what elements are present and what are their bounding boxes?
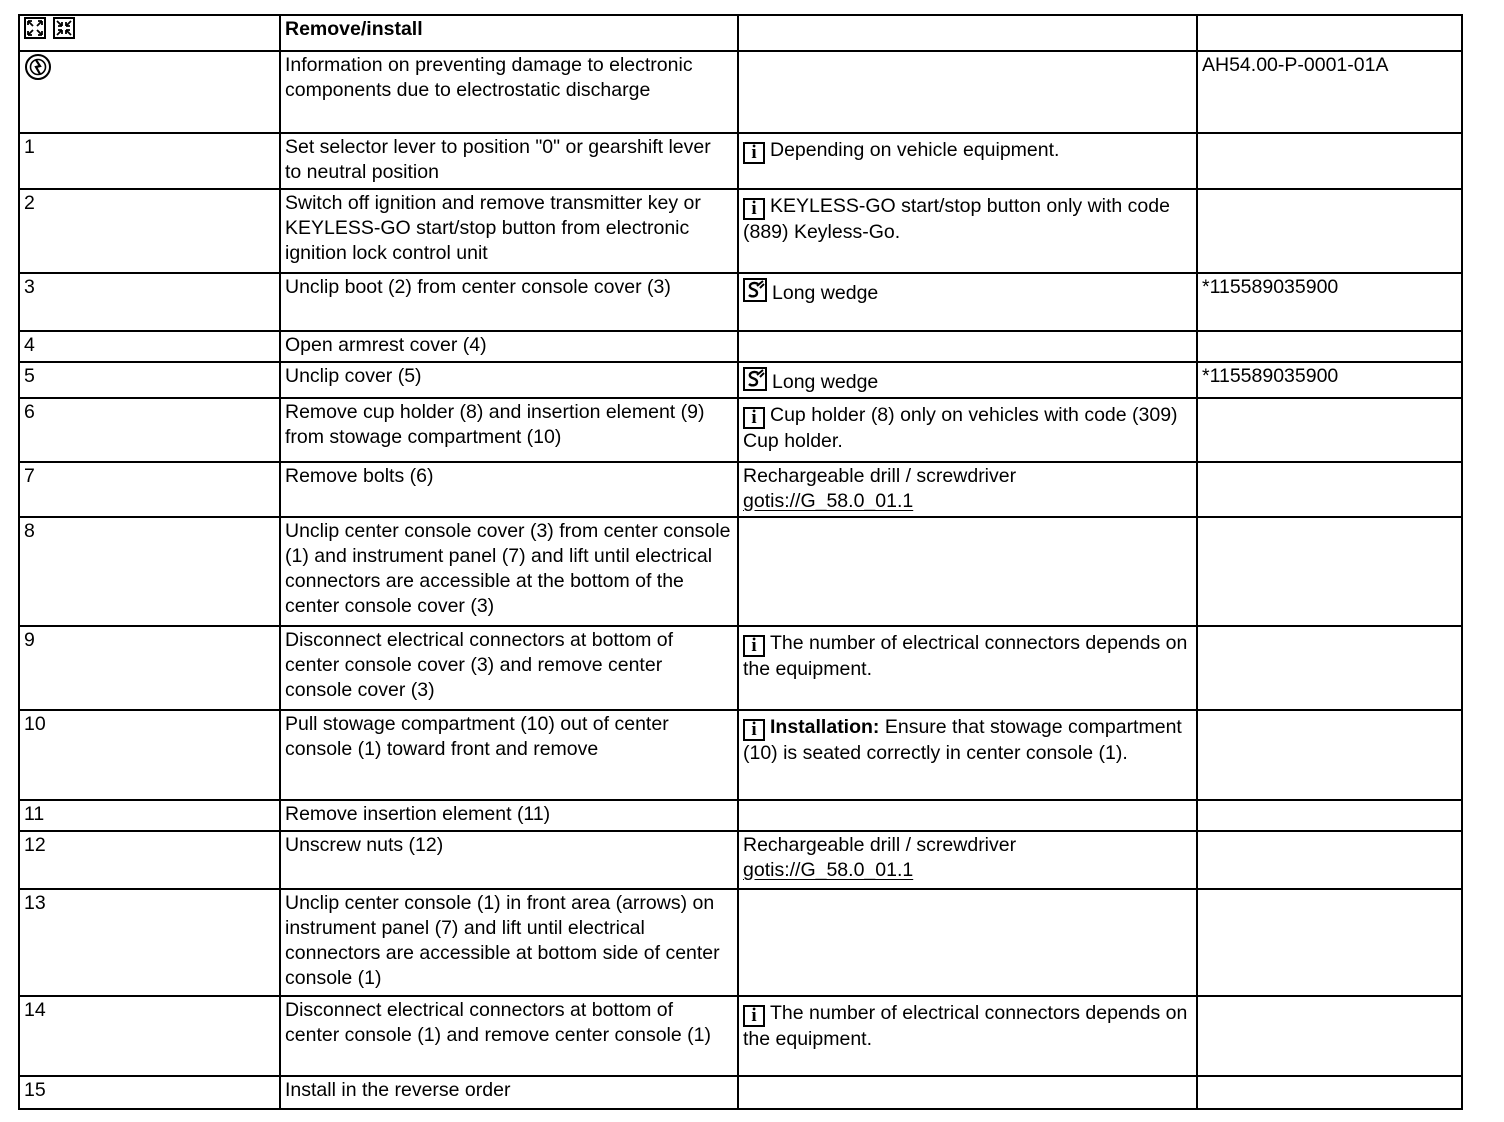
- step-reference: [1197, 1076, 1462, 1109]
- step-number: 5: [19, 362, 280, 398]
- info-icon: i: [743, 407, 765, 429]
- step-reference: [1197, 398, 1462, 462]
- note-text: Ensure that stowage compartment (10) is seated correctly in center console (1).: [743, 716, 1182, 764]
- info-icon: i: [743, 142, 765, 164]
- step-action: Remove cup holder (8) and insertion element (9) from stowage compartment (10): [280, 398, 738, 462]
- step-reference: [1197, 133, 1462, 189]
- step-action: Unclip boot (2) from center console cover (3): [280, 273, 738, 331]
- esd-icon-cell: [19, 51, 280, 133]
- tool-name: Long wedge: [772, 282, 879, 304]
- step-note-cell: [738, 626, 1197, 710]
- step-row: [19, 331, 1462, 362]
- step-number: 11: [19, 800, 280, 831]
- step-reference: [1197, 800, 1462, 831]
- expand-icon[interactable]: [24, 17, 46, 46]
- tool-link[interactable]: gotis://G_58.0_01.1: [743, 490, 914, 512]
- special-tool-icon: [743, 367, 767, 391]
- esd-warning-icon: [24, 53, 52, 81]
- step-number: 12: [19, 831, 280, 889]
- step-number: 14: [19, 996, 280, 1076]
- esd-row: [19, 51, 1462, 133]
- step-note-cell: [738, 800, 1197, 831]
- step-note-cell: [738, 1076, 1197, 1109]
- esd-text: Information on preventing damage to electronic components due to electrostatic discharge: [280, 51, 738, 133]
- step-number: 7: [19, 462, 280, 517]
- special-tool-icon: [743, 278, 767, 302]
- step-note-cell: [738, 831, 1197, 889]
- step-row: [19, 1076, 1462, 1109]
- step-action: Open armrest cover (4): [280, 331, 738, 362]
- step-number: 2: [19, 189, 280, 273]
- step-note-cell: [738, 331, 1197, 362]
- step-note-cell: [738, 996, 1197, 1076]
- step-row: [19, 517, 1462, 626]
- step-action: Disconnect electrical connectors at bottom of center console cover (3) and remove center console cover (3): [280, 626, 738, 710]
- step-note-cell: [738, 362, 1197, 398]
- procedure-table-body: [19, 15, 1462, 1109]
- step-note-cell: [738, 133, 1197, 189]
- info-icon: i: [743, 719, 765, 741]
- step-row: [19, 626, 1462, 710]
- step-row: [19, 398, 1462, 462]
- step-action: Remove bolts (6): [280, 462, 738, 517]
- step-number: 1: [19, 133, 280, 189]
- step-action: Switch off ignition and remove transmitter key or KEYLESS-GO start/stop button from electronic ignition lock control unit: [280, 189, 738, 273]
- step-note-cell: [738, 189, 1197, 273]
- tool-name: Rechargeable drill / screwdriver: [743, 834, 1017, 856]
- step-action: Set selector lever to position "0" or gearshift lever to neutral position: [280, 133, 738, 189]
- step-number: 9: [19, 626, 280, 710]
- header-row: [19, 15, 1462, 51]
- step-row: [19, 831, 1462, 889]
- step-row: [19, 273, 1462, 331]
- step-row: [19, 362, 1462, 398]
- tool-name: Long wedge: [772, 371, 879, 393]
- step-reference: [1197, 889, 1462, 996]
- step-reference: [1197, 626, 1462, 710]
- tool-link[interactable]: gotis://G_58.0_01.1: [743, 859, 914, 881]
- step-note-cell: [738, 398, 1197, 462]
- step-number: 4: [19, 331, 280, 362]
- step-reference[interactable]: *115589035900: [1197, 362, 1462, 398]
- collapse-icon[interactable]: [53, 17, 75, 46]
- step-action: Unclip cover (5): [280, 362, 738, 398]
- step-reference: [1197, 710, 1462, 800]
- step-row: [19, 800, 1462, 831]
- step-row: [19, 889, 1462, 996]
- esd-reference[interactable]: AH54.00-P-0001-01A: [1197, 51, 1462, 133]
- info-icon: i: [743, 1005, 765, 1027]
- step-number: 15: [19, 1076, 280, 1109]
- step-reference: [1197, 831, 1462, 889]
- step-number: 6: [19, 398, 280, 462]
- step-action: Disconnect electrical connectors at bottom of center console (1) and remove center console (1): [280, 996, 738, 1076]
- note-text: Depending on vehicle equipment.: [770, 139, 1060, 161]
- note-text: The number of electrical connectors depends on the equipment.: [743, 1002, 1188, 1050]
- step-row: [19, 133, 1462, 189]
- step-reference: [1197, 331, 1462, 362]
- step-action: Remove insertion element (11): [280, 800, 738, 831]
- step-row: [19, 189, 1462, 273]
- step-number: 3: [19, 273, 280, 331]
- info-icon: i: [743, 198, 765, 220]
- step-reference: [1197, 996, 1462, 1076]
- step-action: Unscrew nuts (12): [280, 831, 738, 889]
- step-reference: [1197, 462, 1462, 517]
- header-icons-cell: [19, 15, 280, 51]
- step-action: Unclip center console cover (3) from center console (1) and instrument panel (7) and lift until electrical connectors are accessible at the bottom of the center console cover (3): [280, 517, 738, 626]
- step-note-cell: [738, 710, 1197, 800]
- note-text: Cup holder (8) only on vehicles with code (309) Cup holder.: [743, 404, 1178, 452]
- header-empty-cell: [1197, 15, 1462, 51]
- tool-name: Rechargeable drill / screwdriver: [743, 465, 1017, 487]
- note-emphasis: Installation:: [770, 716, 880, 738]
- procedure-table: [18, 14, 1463, 1110]
- step-number: 8: [19, 517, 280, 626]
- note-text: The number of electrical connectors depends on the equipment.: [743, 632, 1188, 680]
- step-row: [19, 462, 1462, 517]
- esd-empty-cell: [738, 51, 1197, 133]
- header-title: Remove/install: [280, 15, 738, 51]
- step-note-cell: [738, 517, 1197, 626]
- step-action: Install in the reverse order: [280, 1076, 738, 1109]
- step-reference: [1197, 189, 1462, 273]
- step-reference: [1197, 517, 1462, 626]
- step-action: Pull stowage compartment (10) out of center console (1) toward front and remove: [280, 710, 738, 800]
- note-text: KEYLESS-GO start/stop button only with code (889) Keyless-Go.: [743, 195, 1170, 243]
- info-icon: i: [743, 635, 765, 657]
- step-note-cell: [738, 889, 1197, 996]
- step-number: 10: [19, 710, 280, 800]
- step-action: Unclip center console (1) in front area (arrows) on instrument panel (7) and lift until electrical connectors are accessible at bottom side of center console (1): [280, 889, 738, 996]
- step-reference[interactable]: *115589035900: [1197, 273, 1462, 331]
- step-row: [19, 710, 1462, 800]
- step-note-cell: [738, 462, 1197, 517]
- step-note-cell: [738, 273, 1197, 331]
- header-empty-cell: [738, 15, 1197, 51]
- step-row: [19, 996, 1462, 1076]
- step-number: 13: [19, 889, 280, 996]
